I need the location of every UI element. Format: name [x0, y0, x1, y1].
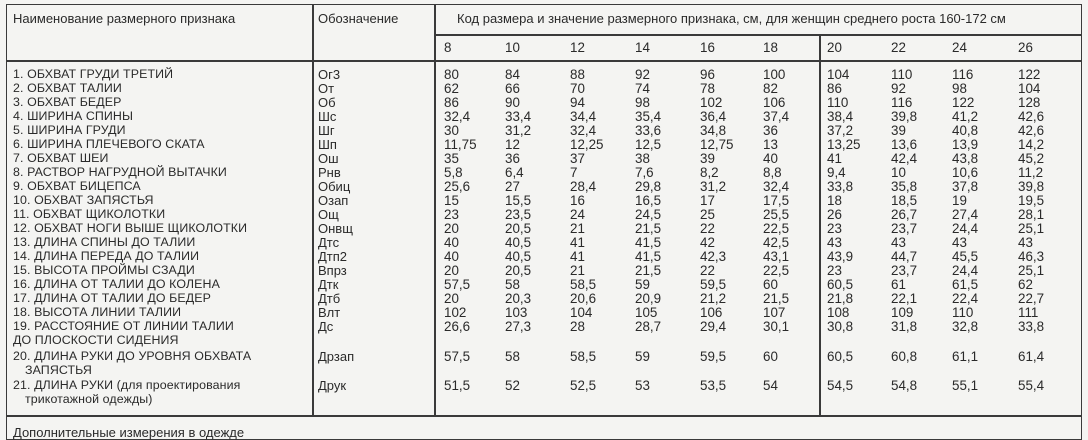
measurement-code: От — [318, 81, 335, 96]
size-header: 18 — [763, 40, 778, 55]
measurement-name: 14. ДЛИНА ПЕРЕДА ДО ТАЛИИ — [13, 249, 200, 263]
measurement-name: 2. ОБХВАТ ТАЛИИ — [13, 81, 122, 95]
size-header: 14 — [635, 40, 650, 55]
value-cell: 33,8 — [827, 179, 854, 194]
value-cell: 38,4 — [827, 109, 854, 124]
value-cell: 110 — [891, 67, 913, 82]
value-cell: 26,6 — [444, 319, 471, 334]
value-cell: 6,4 — [505, 165, 524, 180]
value-cell: 33,4 — [505, 109, 532, 124]
value-cell: 90 — [505, 95, 520, 110]
divider-name-code — [312, 4, 314, 416]
value-cell: 42,3 — [700, 249, 727, 264]
value-cell: 25 — [700, 207, 715, 222]
value-cell: 22 — [700, 263, 715, 278]
header-code-col: Обозначение — [318, 11, 399, 26]
value-cell: 32,4 — [444, 109, 471, 124]
value-cell: 104 — [827, 67, 850, 82]
value-cell: 102 — [700, 95, 723, 110]
value-cell: 28 — [570, 319, 585, 334]
value-cell: 18,5 — [891, 193, 918, 208]
measurement-name: 13. ДЛИНА СПИНЫ ДО ТАЛИИ — [13, 235, 196, 249]
value-cell: 20,3 — [505, 291, 532, 306]
measurement-code: Дрзап — [318, 349, 355, 364]
value-cell: 30,1 — [763, 319, 790, 334]
value-cell: 37,2 — [827, 123, 854, 138]
value-cell: 16 — [570, 193, 585, 208]
value-cell: 25,1 — [1018, 221, 1045, 236]
value-cell: 39 — [700, 151, 715, 166]
value-cell: 104 — [570, 305, 593, 320]
value-cell: 12,5 — [635, 137, 662, 152]
value-cell: 12,25 — [570, 137, 604, 152]
value-cell: 10,6 — [952, 165, 979, 180]
value-cell: 54 — [763, 378, 778, 393]
value-cell: 23,7 — [891, 263, 918, 278]
value-cell: 42 — [700, 235, 715, 250]
value-cell: 20,9 — [635, 291, 662, 306]
value-cell: 37,8 — [952, 179, 979, 194]
measurement-name-cont: ДО ПЛОСКОСТИ СИДЕНИЯ — [13, 333, 179, 347]
value-cell: 86 — [827, 81, 842, 96]
value-cell: 39,8 — [891, 109, 918, 124]
value-cell: 22,5 — [763, 221, 790, 236]
value-cell: 111 — [1018, 305, 1039, 320]
value-cell: 59 — [635, 349, 650, 364]
value-cell: 22,5 — [763, 263, 790, 278]
value-cell: 24,4 — [952, 263, 979, 278]
value-cell: 106 — [763, 95, 786, 110]
measurement-name-cont: ЗАПЯСТЬЯ — [25, 363, 92, 377]
value-cell: 35,4 — [635, 109, 662, 124]
value-cell: 34,8 — [700, 123, 727, 138]
value-cell: 25,5 — [763, 207, 790, 222]
value-cell: 58 — [505, 277, 520, 292]
value-cell: 11,2 — [1018, 165, 1044, 180]
value-cell: 61,1 — [952, 349, 979, 364]
value-cell: 80 — [444, 67, 459, 82]
value-cell: 25,1 — [1018, 263, 1045, 278]
value-cell: 40,5 — [505, 235, 532, 250]
value-cell: 28,1 — [1018, 207, 1045, 222]
value-cell: 92 — [891, 81, 906, 96]
value-cell: 82 — [763, 81, 778, 96]
value-cell: 41,2 — [952, 109, 979, 124]
measurement-name: 8. РАСТВОР НАГРУДНОЙ ВЫТАЧКИ — [13, 165, 227, 179]
value-cell: 43 — [827, 235, 842, 250]
value-cell: 44,7 — [891, 249, 918, 264]
value-cell: 59 — [635, 277, 650, 292]
value-cell: 39,8 — [1018, 179, 1045, 194]
measurement-code: Дтп2 — [318, 249, 348, 264]
value-cell: 31,2 — [700, 179, 727, 194]
value-cell: 59,5 — [700, 349, 727, 364]
value-cell: 36,4 — [700, 109, 727, 124]
measurement-name: 9. ОБХВАТ БИЦЕПСА — [13, 179, 141, 193]
value-cell: 42,6 — [1018, 109, 1045, 124]
value-cell: 41 — [570, 235, 585, 250]
value-cell: 61 — [891, 277, 906, 292]
value-cell: 19 — [952, 193, 967, 208]
value-cell: 55,4 — [1018, 378, 1045, 393]
value-cell: 23,5 — [505, 207, 532, 222]
value-cell: 12 — [505, 137, 520, 152]
value-cell: 36 — [505, 151, 520, 166]
value-cell: 22,4 — [952, 291, 979, 306]
value-cell: 27,3 — [505, 319, 532, 334]
value-cell: 116 — [891, 95, 913, 110]
size-header: 8 — [444, 40, 452, 55]
value-cell: 31,2 — [505, 123, 532, 138]
value-cell: 60 — [763, 349, 778, 364]
value-cell: 88 — [570, 67, 585, 82]
measurement-name: 10. ОБХВАТ ЗАПЯСТЬЯ — [13, 193, 154, 207]
value-cell: 21 — [570, 221, 585, 236]
divider-size-groups — [819, 34, 821, 416]
measurement-name: 20. ДЛИНА РУКИ ДО УРОВНЯ ОБХВАТА — [13, 349, 252, 363]
measurement-name: 16. ДЛИНА ОТ ТАЛИИ ДО КОЛЕНА — [13, 277, 220, 291]
value-cell: 42,4 — [891, 151, 918, 166]
value-cell: 38 — [635, 151, 650, 166]
value-cell: 10 — [891, 165, 906, 180]
value-cell: 100 — [763, 67, 786, 82]
value-cell: 78 — [700, 81, 715, 96]
value-cell: 23 — [444, 207, 459, 222]
value-cell: 57,5 — [444, 349, 471, 364]
measurement-name: 1. ОБХВАТ ГРУДИ ТРЕТИЙ — [13, 67, 174, 81]
value-cell: 26 — [827, 207, 842, 222]
value-cell: 13,25 — [827, 137, 861, 152]
value-cell: 84 — [505, 67, 520, 82]
measurement-code: Впрз — [318, 263, 347, 278]
value-cell: 41 — [827, 151, 842, 166]
value-cell: 27,4 — [952, 207, 979, 222]
value-cell: 7,6 — [635, 165, 654, 180]
value-cell: 92 — [635, 67, 650, 82]
value-cell: 61,4 — [1018, 349, 1045, 364]
value-cell: 41 — [570, 249, 585, 264]
value-cell: 70 — [570, 81, 585, 96]
value-cell: 21 — [570, 263, 585, 278]
value-cell: 107 — [763, 305, 786, 320]
value-cell: 20 — [444, 221, 459, 236]
value-cell: 60,5 — [827, 277, 854, 292]
measurement-code: Дтс — [318, 235, 340, 250]
value-cell: 27 — [505, 179, 520, 194]
size-header: 26 — [1018, 40, 1033, 55]
value-cell: 106 — [700, 305, 723, 320]
value-cell: 74 — [635, 81, 650, 96]
value-cell: 61,5 — [952, 277, 979, 292]
value-cell: 32,4 — [570, 123, 597, 138]
value-cell: 43 — [952, 235, 967, 250]
value-cell: 43 — [1018, 235, 1033, 250]
measurement-code: Ош — [318, 151, 339, 166]
measurement-code: Об — [318, 95, 336, 110]
measurement-name: 15. ВЫСОТА ПРОЙМЫ СЗАДИ — [13, 263, 195, 277]
value-cell: 29,8 — [635, 179, 662, 194]
value-cell: 62 — [1018, 277, 1033, 292]
value-cell: 94 — [570, 95, 585, 110]
value-cell: 128 — [1018, 95, 1041, 110]
value-cell: 30 — [444, 123, 459, 138]
value-cell: 20,5 — [505, 221, 532, 236]
size-header: 22 — [891, 40, 906, 55]
value-cell: 86 — [444, 95, 459, 110]
value-cell: 43,9 — [827, 249, 854, 264]
measurement-code: Озап — [318, 193, 349, 208]
value-cell: 29,4 — [700, 319, 727, 334]
measurement-code: Обиц — [318, 179, 351, 194]
value-cell: 26,7 — [891, 207, 918, 222]
value-cell: 18 — [827, 193, 842, 208]
value-cell: 19,5 — [1018, 193, 1045, 208]
value-cell: 15,5 — [505, 193, 532, 208]
value-cell: 21,5 — [635, 221, 662, 236]
measurement-name: 12. ОБХВАТ НОГИ ВЫШЕ ЩИКОЛОТКИ — [13, 221, 248, 235]
value-cell: 11,75 — [444, 137, 477, 152]
measurement-code: Шп — [318, 137, 337, 152]
value-cell: 108 — [827, 305, 850, 320]
value-cell: 40 — [444, 249, 459, 264]
measurement-code: Ог3 — [318, 67, 341, 82]
value-cell: 62 — [444, 81, 459, 96]
value-cell: 54,8 — [891, 378, 918, 393]
measurement-code: Рнв — [318, 165, 341, 180]
value-cell: 58,5 — [570, 277, 597, 292]
value-cell: 24,5 — [635, 207, 662, 222]
value-cell: 96 — [700, 67, 715, 82]
value-cell: 23 — [827, 263, 842, 278]
value-cell: 110 — [827, 95, 849, 110]
divider-header-bottom — [6, 60, 1082, 62]
value-cell: 31,8 — [891, 319, 918, 334]
value-cell: 21,2 — [700, 291, 727, 306]
value-cell: 40,5 — [505, 249, 532, 264]
value-cell: 45,5 — [952, 249, 979, 264]
divider-footer-top — [6, 415, 1082, 417]
measurement-code: Друк — [318, 378, 347, 393]
value-cell: 35 — [444, 151, 459, 166]
value-cell: 22,7 — [1018, 291, 1045, 306]
measurement-code: Дс — [318, 319, 334, 334]
footer-note: Дополнительные измерения в одежде — [13, 425, 245, 440]
value-cell: 122 — [952, 95, 975, 110]
value-cell: 51,5 — [444, 378, 471, 393]
value-cell: 20,5 — [505, 263, 532, 278]
measurement-name: 3. ОБХВАТ БЕДЕР — [13, 95, 122, 109]
value-cell: 35,8 — [891, 179, 918, 194]
value-cell: 40 — [444, 235, 459, 250]
value-cell: 24 — [570, 207, 585, 222]
value-cell: 8,2 — [700, 165, 719, 180]
divider-sizes-top — [434, 34, 1082, 36]
value-cell: 43,1 — [763, 249, 790, 264]
value-cell: 15 — [444, 193, 459, 208]
size-header: 24 — [952, 40, 967, 55]
measurement-code: Дтк — [318, 277, 339, 292]
measurement-name: 4. ШИРИНА СПИНЫ — [13, 109, 134, 123]
value-cell: 110 — [952, 305, 974, 320]
value-cell: 40,8 — [952, 123, 979, 138]
value-cell: 40 — [763, 151, 778, 166]
value-cell: 60 — [763, 277, 778, 292]
value-cell: 30,8 — [827, 319, 854, 334]
value-cell: 21,8 — [827, 291, 854, 306]
measurement-code: Шг — [318, 123, 335, 138]
value-cell: 28,4 — [570, 179, 597, 194]
value-cell: 52,5 — [570, 378, 597, 393]
header-name-col: Наименование размерного признака — [13, 11, 236, 26]
measurement-name: 6. ШИРИНА ПЛЕЧЕВОГО СКАТА — [13, 137, 205, 151]
measurement-name: 5. ШИРИНА ГРУДИ — [13, 123, 126, 137]
value-cell: 104 — [1018, 81, 1041, 96]
value-cell: 45,2 — [1018, 151, 1045, 166]
value-cell: 122 — [1018, 67, 1041, 82]
value-cell: 116 — [952, 67, 974, 82]
value-cell: 58 — [505, 349, 520, 364]
value-cell: 60,8 — [891, 349, 918, 364]
measurement-code: Шс — [318, 109, 337, 124]
value-cell: 98 — [635, 95, 650, 110]
value-cell: 13,9 — [952, 137, 979, 152]
measurement-name: 21. ДЛИНА РУКИ (для проектирования — [13, 378, 241, 392]
value-cell: 20 — [444, 263, 459, 278]
size-header: 10 — [505, 40, 520, 55]
measurement-name: 7. ОБХВАТ ШЕИ — [13, 151, 109, 165]
size-header: 12 — [570, 40, 585, 55]
value-cell: 43 — [891, 235, 906, 250]
value-cell: 9,4 — [827, 165, 846, 180]
value-cell: 33,6 — [635, 123, 662, 138]
value-cell: 103 — [505, 305, 528, 320]
value-cell: 55,1 — [952, 378, 979, 393]
value-cell: 59,5 — [700, 277, 727, 292]
value-cell: 16,5 — [635, 193, 662, 208]
size-header: 16 — [700, 40, 715, 55]
value-cell: 20,6 — [570, 291, 597, 306]
value-cell: 7 — [570, 165, 578, 180]
value-cell: 39 — [891, 123, 906, 138]
value-cell: 42,5 — [763, 235, 790, 250]
measurement-name: 17. ДЛИНА ОТ ТАЛИИ ДО БЕДЕР — [13, 291, 211, 305]
value-cell: 54,5 — [827, 378, 854, 393]
value-cell: 23,7 — [891, 221, 918, 236]
divider-code-values — [434, 4, 436, 416]
value-cell: 43,8 — [952, 151, 979, 166]
value-cell: 12,75 — [700, 137, 734, 152]
value-cell: 8,8 — [763, 165, 782, 180]
value-cell: 109 — [891, 305, 914, 320]
measurement-code: Онвщ — [318, 221, 353, 236]
measurement-name: 18. ВЫСОТА ЛИНИИ ТАЛИИ — [13, 305, 182, 319]
measurement-code: Дтб — [318, 291, 341, 306]
value-cell: 60,5 — [827, 349, 854, 364]
value-cell: 14,2 — [1018, 137, 1045, 152]
measurement-code: Ощ — [318, 207, 339, 222]
value-cell: 20 — [444, 291, 459, 306]
value-cell: 28,7 — [635, 319, 662, 334]
value-cell: 52 — [505, 378, 520, 393]
value-cell: 41,5 — [635, 249, 662, 264]
value-cell: 37 — [570, 151, 585, 166]
value-cell: 23 — [827, 221, 842, 236]
size-header: 20 — [827, 40, 842, 55]
value-cell: 25,6 — [444, 179, 471, 194]
value-cell: 36 — [763, 123, 778, 138]
measurement-name: 11. ОБХВАТ ЩИКОЛОТКИ — [13, 207, 166, 221]
measurement-name-cont: трикотажной одежды) — [25, 392, 153, 406]
value-cell: 98 — [952, 81, 967, 96]
value-cell: 105 — [635, 305, 658, 320]
value-cell: 22,1 — [891, 291, 918, 306]
value-cell: 46,3 — [1018, 249, 1045, 264]
value-cell: 57,5 — [444, 277, 471, 292]
measurement-name: 19. РАССТОЯНИЕ ОТ ЛИНИИ ТАЛИИ — [13, 319, 234, 333]
value-cell: 21,5 — [763, 291, 790, 306]
value-cell: 22 — [700, 221, 715, 236]
measurement-code: Влт — [318, 305, 341, 320]
value-cell: 37,4 — [763, 109, 790, 124]
value-cell: 13,6 — [891, 137, 918, 152]
value-cell: 66 — [505, 81, 520, 96]
value-cell: 32,8 — [952, 319, 979, 334]
value-cell: 33,8 — [1018, 319, 1045, 334]
value-cell: 24,4 — [952, 221, 979, 236]
value-cell: 41,5 — [635, 235, 662, 250]
value-cell: 102 — [444, 305, 467, 320]
value-cell: 17 — [700, 193, 715, 208]
value-cell: 13 — [763, 137, 778, 152]
value-cell: 42,6 — [1018, 123, 1045, 138]
header-values-col: Код размера и значение размерного признака, см, для женщин среднего роста 160-172 см — [457, 11, 1006, 26]
value-cell: 5,8 — [444, 165, 463, 180]
value-cell: 32,4 — [763, 179, 790, 194]
value-cell: 34,4 — [570, 109, 597, 124]
value-cell: 21,5 — [635, 263, 662, 278]
value-cell: 53,5 — [700, 378, 727, 393]
value-cell: 53 — [635, 378, 650, 393]
value-cell: 58,5 — [570, 349, 597, 364]
value-cell: 17,5 — [763, 193, 790, 208]
